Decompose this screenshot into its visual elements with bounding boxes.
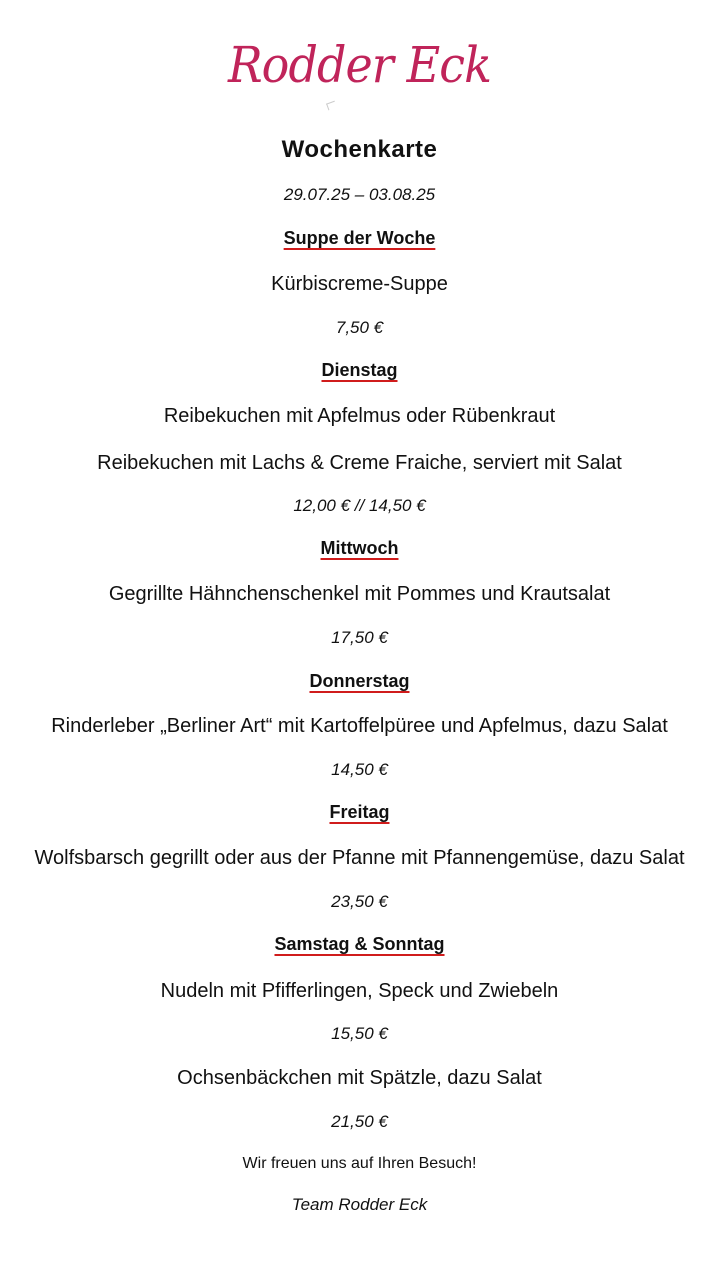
restaurant-logo: Rodder Eck — [227, 36, 492, 94]
logo-mark-icon — [326, 101, 337, 111]
section-heading-tuesday: Dienstag — [321, 360, 398, 380]
price-thursday: 14,50 € — [331, 760, 388, 779]
price-friday: 23,50 € — [331, 892, 388, 911]
dish-tuesday-1: Reibekuchen mit Apfelmus oder Rübenkraut — [163, 405, 556, 427]
section-heading-friday: Freitag — [329, 802, 390, 822]
dish-soup: Kürbiscreme-Suppe — [271, 273, 448, 295]
section-heading-soup: Suppe der Woche — [283, 228, 436, 248]
dish-friday: Wolfsbarsch gegrillt oder aus der Pfanne mit Pfannengemüse, dazu Salat — [34, 847, 685, 869]
price-soup: 7,50 € — [335, 318, 384, 337]
price-wednesday: 17,50 € — [331, 628, 388, 647]
closing-note: Wir freuen uns auf Ihren Besuch! — [242, 1155, 477, 1172]
section-heading-thursday: Donnerstag — [309, 671, 410, 691]
dish-thursday: Rinderleber „Berliner Art“ mit Kartoffelpüree und Apfelmus, dazu Salat — [51, 715, 668, 737]
dish-tuesday-2: Reibekuchen mit Lachs & Creme Fraiche, serviert mit Salat — [97, 452, 622, 474]
dish-wednesday: Gegrillte Hähnchenschenkel mit Pommes und Krautsalat — [108, 583, 611, 605]
dish-weekend-1: Nudeln mit Pfifferlingen, Speck und Zwiebeln — [160, 980, 559, 1002]
section-heading-wednesday: Mittwoch — [320, 538, 399, 558]
section-heading-weekend: Samstag & Sonntag — [274, 934, 445, 954]
page-title: Wochenkarte — [281, 136, 438, 163]
price-weekend-2: 21,50 € — [331, 1112, 388, 1131]
team-signature: Team Rodder Eck — [291, 1195, 428, 1214]
dish-weekend-2: Ochsenbäckchen mit Spätzle, dazu Salat — [177, 1067, 542, 1089]
date-range: 29.07.25 – 03.08.25 — [283, 185, 436, 204]
price-weekend-1: 15,50 € — [331, 1024, 388, 1043]
price-tuesday: 12,00 € // 14,50 € — [293, 496, 426, 515]
